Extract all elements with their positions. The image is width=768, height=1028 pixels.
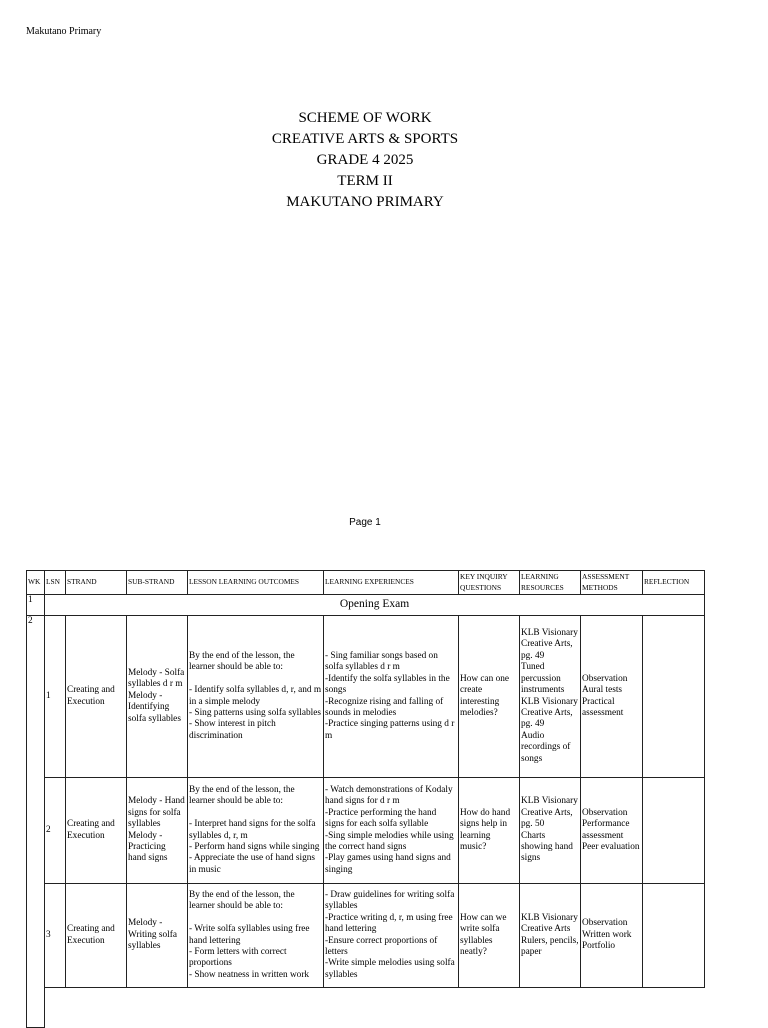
resources-cell: KLB Visionary Creative Arts, pg. 50 Charts showing hand signs xyxy=(520,778,581,884)
assessment-cell: Observation Performance assessment Peer evaluation xyxy=(581,778,643,884)
header-resources: LEARNING RESOURCES xyxy=(520,571,581,595)
reflection-cell xyxy=(643,616,705,778)
strand-cell: Creating and Execution xyxy=(66,778,127,884)
opening-exam-cell: Opening Exam xyxy=(45,595,705,616)
experiences-cell: - Watch demonstrations of Kodaly hand signs for d r m -Practice performing the hand signs for each solfa syllable -Sing simple melodies while using the correct hand signs -Play games using hand signs and singing xyxy=(324,778,459,884)
header-lsn: LSN xyxy=(45,571,66,595)
header-sub-strand: SUB-STRAND xyxy=(127,571,188,595)
header-outcomes: LESSON LEARNING OUTCOMES xyxy=(188,571,324,595)
strand-cell: Creating and Execution xyxy=(66,616,127,778)
lesson-number: 1 xyxy=(45,616,66,778)
resources-cell: KLB Visionary Creative Arts Rulers, pencils, paper xyxy=(520,884,581,988)
assessment-cell: Observation Written work Portfolio xyxy=(581,884,643,988)
experiences-cell: - Sing familiar songs based on solfa syllables d r m -Identify the solfa syllables in the songs -Recognize rising and falling of sounds in melodies -Practice singing patterns using d r m xyxy=(324,616,459,778)
outcomes-cell: By the end of the lesson, the learner should be able to: - Interpret hand signs for the solfa syllables d, r, m - Perform hand signs while singing - Appreciate the use of hand signs in music xyxy=(188,778,324,884)
inquiry-cell: How can we write solfa syllables neatly? xyxy=(459,884,520,988)
table-row xyxy=(27,616,705,778)
header-assessment: ASSESSMENT METHODS xyxy=(581,571,643,595)
table-row xyxy=(27,778,705,884)
lesson-number: 2 xyxy=(45,778,66,884)
resources-cell: KLB Visionary Creative Arts, pg. 49 Tuned percussion instruments KLB Visionary Creative Arts, pg. 49 Audio recordings of songs xyxy=(520,616,581,778)
strand-cell: Creating and Execution xyxy=(66,884,127,988)
header-inquiry: KEY INQUIRY QUESTIONS xyxy=(459,571,520,595)
table-header-row xyxy=(27,571,705,595)
title-line-1: SCHEME OF WORK xyxy=(298,110,432,126)
title-line-5: MAKUTANO PRIMARY xyxy=(286,194,444,210)
scheme-of-work-table xyxy=(26,570,705,1028)
page-number: Page 1 xyxy=(349,517,381,528)
running-header: Makutano Primary xyxy=(26,26,102,37)
inquiry-cell: How can one create interesting melodies? xyxy=(459,616,520,778)
header-experiences: LEARNING EXPERIENCES xyxy=(324,571,459,595)
title-line-4: TERM II xyxy=(337,173,393,189)
reflection-cell xyxy=(643,884,705,988)
header-strand: STRAND xyxy=(66,571,127,595)
header-wk: WK xyxy=(27,571,45,595)
sub-strand-cell: Melody - Hand signs for solfa syllables Melody - Practicing hand signs xyxy=(127,778,188,884)
title-line-3: GRADE 4 2025 xyxy=(316,152,414,168)
experiences-cell: - Draw guidelines for writing solfa syllables -Practice writing d, r, m using free hand lettering -Ensure correct proportions of letters -Write simple melodies using solfa syllables xyxy=(324,884,459,988)
header-reflection: REFLECTION xyxy=(643,571,705,595)
title-line-2: CREATIVE ARTS & SPORTS xyxy=(271,131,459,147)
table-row-continuation xyxy=(27,988,705,1028)
lesson-number: 3 xyxy=(45,884,66,988)
reflection-cell xyxy=(643,778,705,884)
assessment-cell: Observation Aural tests Practical assessment xyxy=(581,616,643,778)
week-number: 2 xyxy=(27,616,45,1028)
sub-strand-cell: Melody - Writing solfa syllables xyxy=(127,884,188,988)
table-row xyxy=(27,595,705,616)
continuation-blank xyxy=(45,988,705,1028)
document-title xyxy=(0,108,730,213)
sub-strand-cell: Melody - Solfa syllables d r m Melody - Identifying solfa syllables xyxy=(127,616,188,778)
week-number: 1 xyxy=(27,595,45,616)
inquiry-cell: How do hand signs help in learning music? xyxy=(459,778,520,884)
outcomes-cell: By the end of the lesson, the learner should be able to: - Identify solfa syllables d, r, and m in a simple melody - Sing patterns using solfa syllables - Show interest in pitch discrimination xyxy=(188,616,324,778)
outcomes-cell: By the end of the lesson, the learner should be able to: - Write solfa syllables using free hand lettering - Form letters with correct proportions - Show neatness in written work xyxy=(188,884,324,988)
table-row xyxy=(27,884,705,988)
